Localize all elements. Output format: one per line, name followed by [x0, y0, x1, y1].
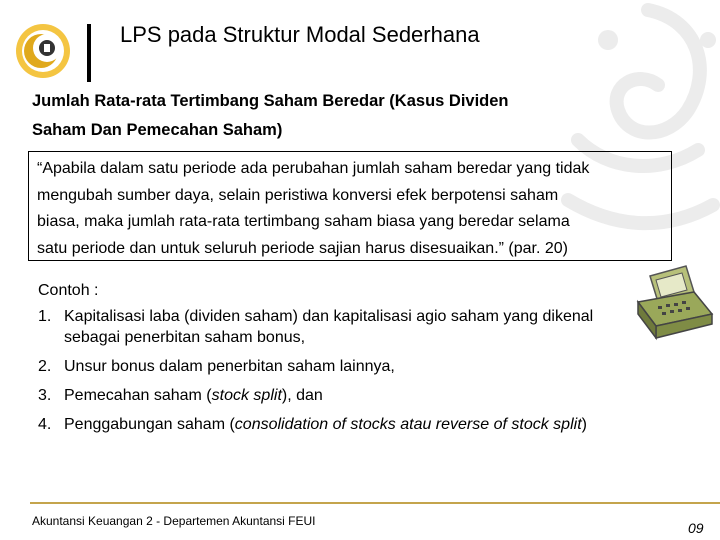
list-item	[38, 385, 618, 406]
list-item	[38, 414, 618, 435]
footer-divider	[30, 502, 720, 504]
list-number: 3.	[38, 387, 52, 404]
list-item	[38, 356, 618, 377]
list-text: Unsur bonus dalam penerbitan saham lainnya,	[64, 358, 395, 375]
list-text-emphasis: stock split	[211, 387, 282, 404]
university-logo-icon	[14, 22, 72, 80]
quote-line: mengubah sumber daya, selain peristiwa konversi efek berpotensi saham	[37, 186, 559, 204]
subtitle-line: Jumlah Rata-rata Tertimbang Saham Beredar (Kasus Dividen	[32, 92, 509, 110]
list-text: Kapitalisasi laba (dividen saham) dan kapitalisasi agio saham yang dikenal sebagai penerbitan saham bonus,	[64, 308, 594, 346]
list-item	[38, 306, 618, 348]
example-label: Contoh :	[38, 282, 99, 299]
list-text-post: ), dan	[281, 387, 323, 404]
quote-line: satu periode dan untuk seluruh periode sajian harus disesuaikan.” (par. 20)	[37, 239, 568, 257]
list-text-emphasis: consolidation of stocks atau reverse of stock split	[234, 416, 582, 433]
list-text	[64, 414, 618, 435]
title-divider	[87, 24, 91, 82]
section-subtitle	[32, 87, 509, 145]
list-number: 4.	[38, 416, 52, 433]
page-title: LPS pada Struktur Modal Sederhana	[120, 22, 480, 47]
list-number: 1.	[38, 308, 52, 325]
list-number: 2.	[38, 358, 52, 375]
page-number: 09	[688, 520, 704, 536]
cash-register-icon	[628, 262, 714, 342]
list-text-pre: Penggabungan saham (	[64, 416, 235, 433]
list-text-pre: Pemecahan saham (	[64, 387, 212, 404]
list-text	[64, 385, 618, 406]
quote-line: biasa, maka jumlah rata-rata tertimbang saham biasa yang beredar selama	[37, 213, 570, 230]
quote-line: “Apabila dalam satu periode ada perubahan jumlah saham beredar yang tidak	[37, 160, 590, 177]
list-text-post: )	[581, 416, 587, 433]
example-list	[38, 306, 618, 443]
quote-box	[28, 151, 672, 261]
footer-text: Akuntansi Keuangan 2 - Departemen Akuntansi FEUI	[32, 514, 316, 528]
subtitle-line: Saham Dan Pemecahan Saham)	[32, 121, 283, 139]
